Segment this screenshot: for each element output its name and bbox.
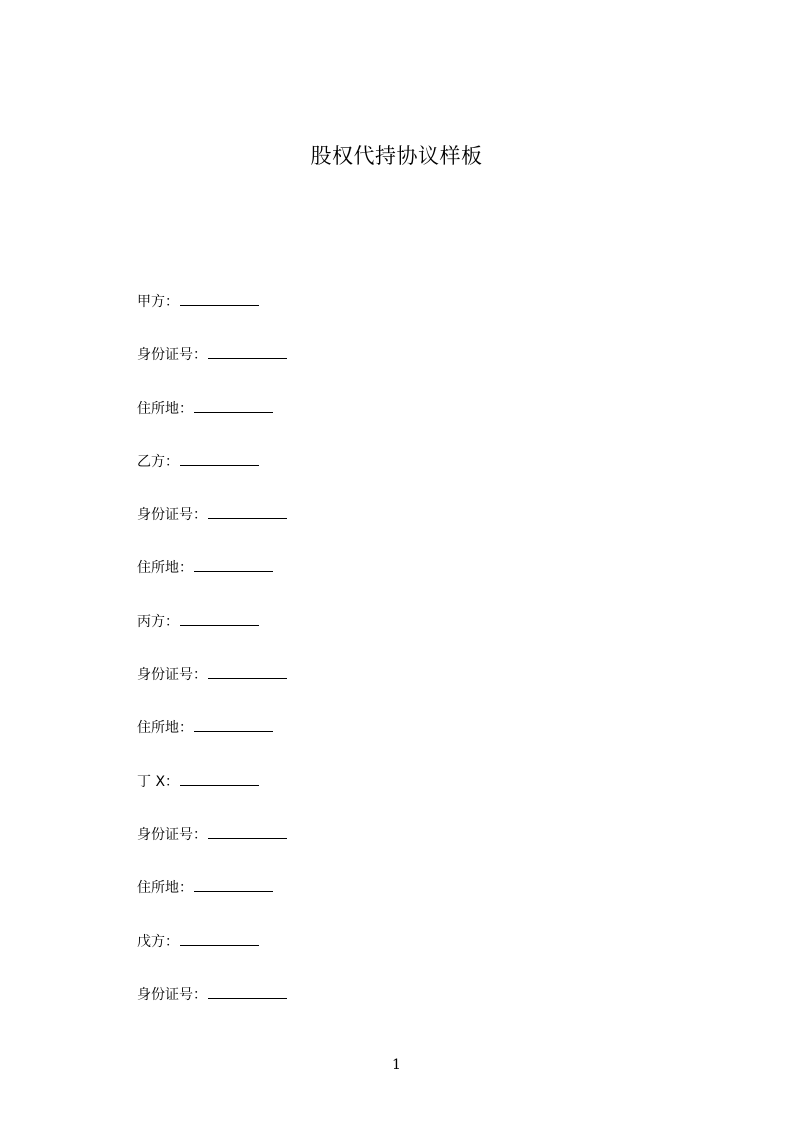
fill-in-blank — [194, 398, 273, 413]
field-party-a-id — [137, 344, 287, 397]
field-label: 身份证号： — [137, 826, 207, 843]
field-label: 丙方： — [137, 613, 179, 630]
field-party-b-id — [137, 504, 287, 557]
field-party-a — [137, 291, 287, 344]
field-party-c-id — [137, 664, 287, 717]
page-number: 1 — [392, 1057, 401, 1073]
field-party-e-id — [137, 984, 287, 1037]
fill-in-blank — [180, 931, 259, 946]
fill-in-blank — [208, 824, 287, 839]
fill-in-blank — [180, 451, 259, 466]
field-party-d — [137, 771, 287, 824]
fill-in-blank — [208, 984, 287, 999]
field-party-b-address — [137, 557, 287, 610]
field-party-a-address — [137, 398, 287, 451]
fill-in-blank — [180, 771, 259, 786]
field-label: 甲方： — [137, 294, 179, 310]
party-info-list — [137, 291, 287, 1037]
fill-in-blank — [208, 344, 287, 359]
field-party-b — [137, 451, 287, 504]
field-party-d-id — [137, 824, 287, 877]
field-party-c — [137, 611, 287, 664]
field-label: 住所地： — [137, 880, 193, 897]
field-label: 乙方： — [137, 453, 179, 470]
fill-in-blank — [194, 717, 273, 732]
field-label: 戊方： — [137, 933, 179, 950]
fill-in-blank — [180, 611, 259, 626]
field-label: 身份证号： — [137, 347, 207, 364]
field-label: 身份证号： — [137, 986, 207, 1003]
field-label: 丁 X： — [137, 773, 180, 790]
fill-in-blank — [194, 557, 273, 572]
field-label: 住所地： — [137, 400, 193, 417]
fill-in-blank — [208, 504, 287, 519]
field-label: 住所地： — [137, 720, 193, 737]
field-party-e — [137, 931, 287, 984]
field-label: 住所地： — [137, 560, 193, 577]
document-title: 股权代持协议样板 — [310, 144, 483, 168]
field-label: 身份证号： — [137, 507, 207, 524]
field-party-d-address — [137, 877, 287, 930]
fill-in-blank — [194, 877, 273, 892]
field-label: 身份证号： — [137, 667, 207, 684]
field-party-c-address — [137, 717, 287, 770]
fill-in-blank — [180, 291, 259, 306]
fill-in-blank — [208, 664, 287, 679]
